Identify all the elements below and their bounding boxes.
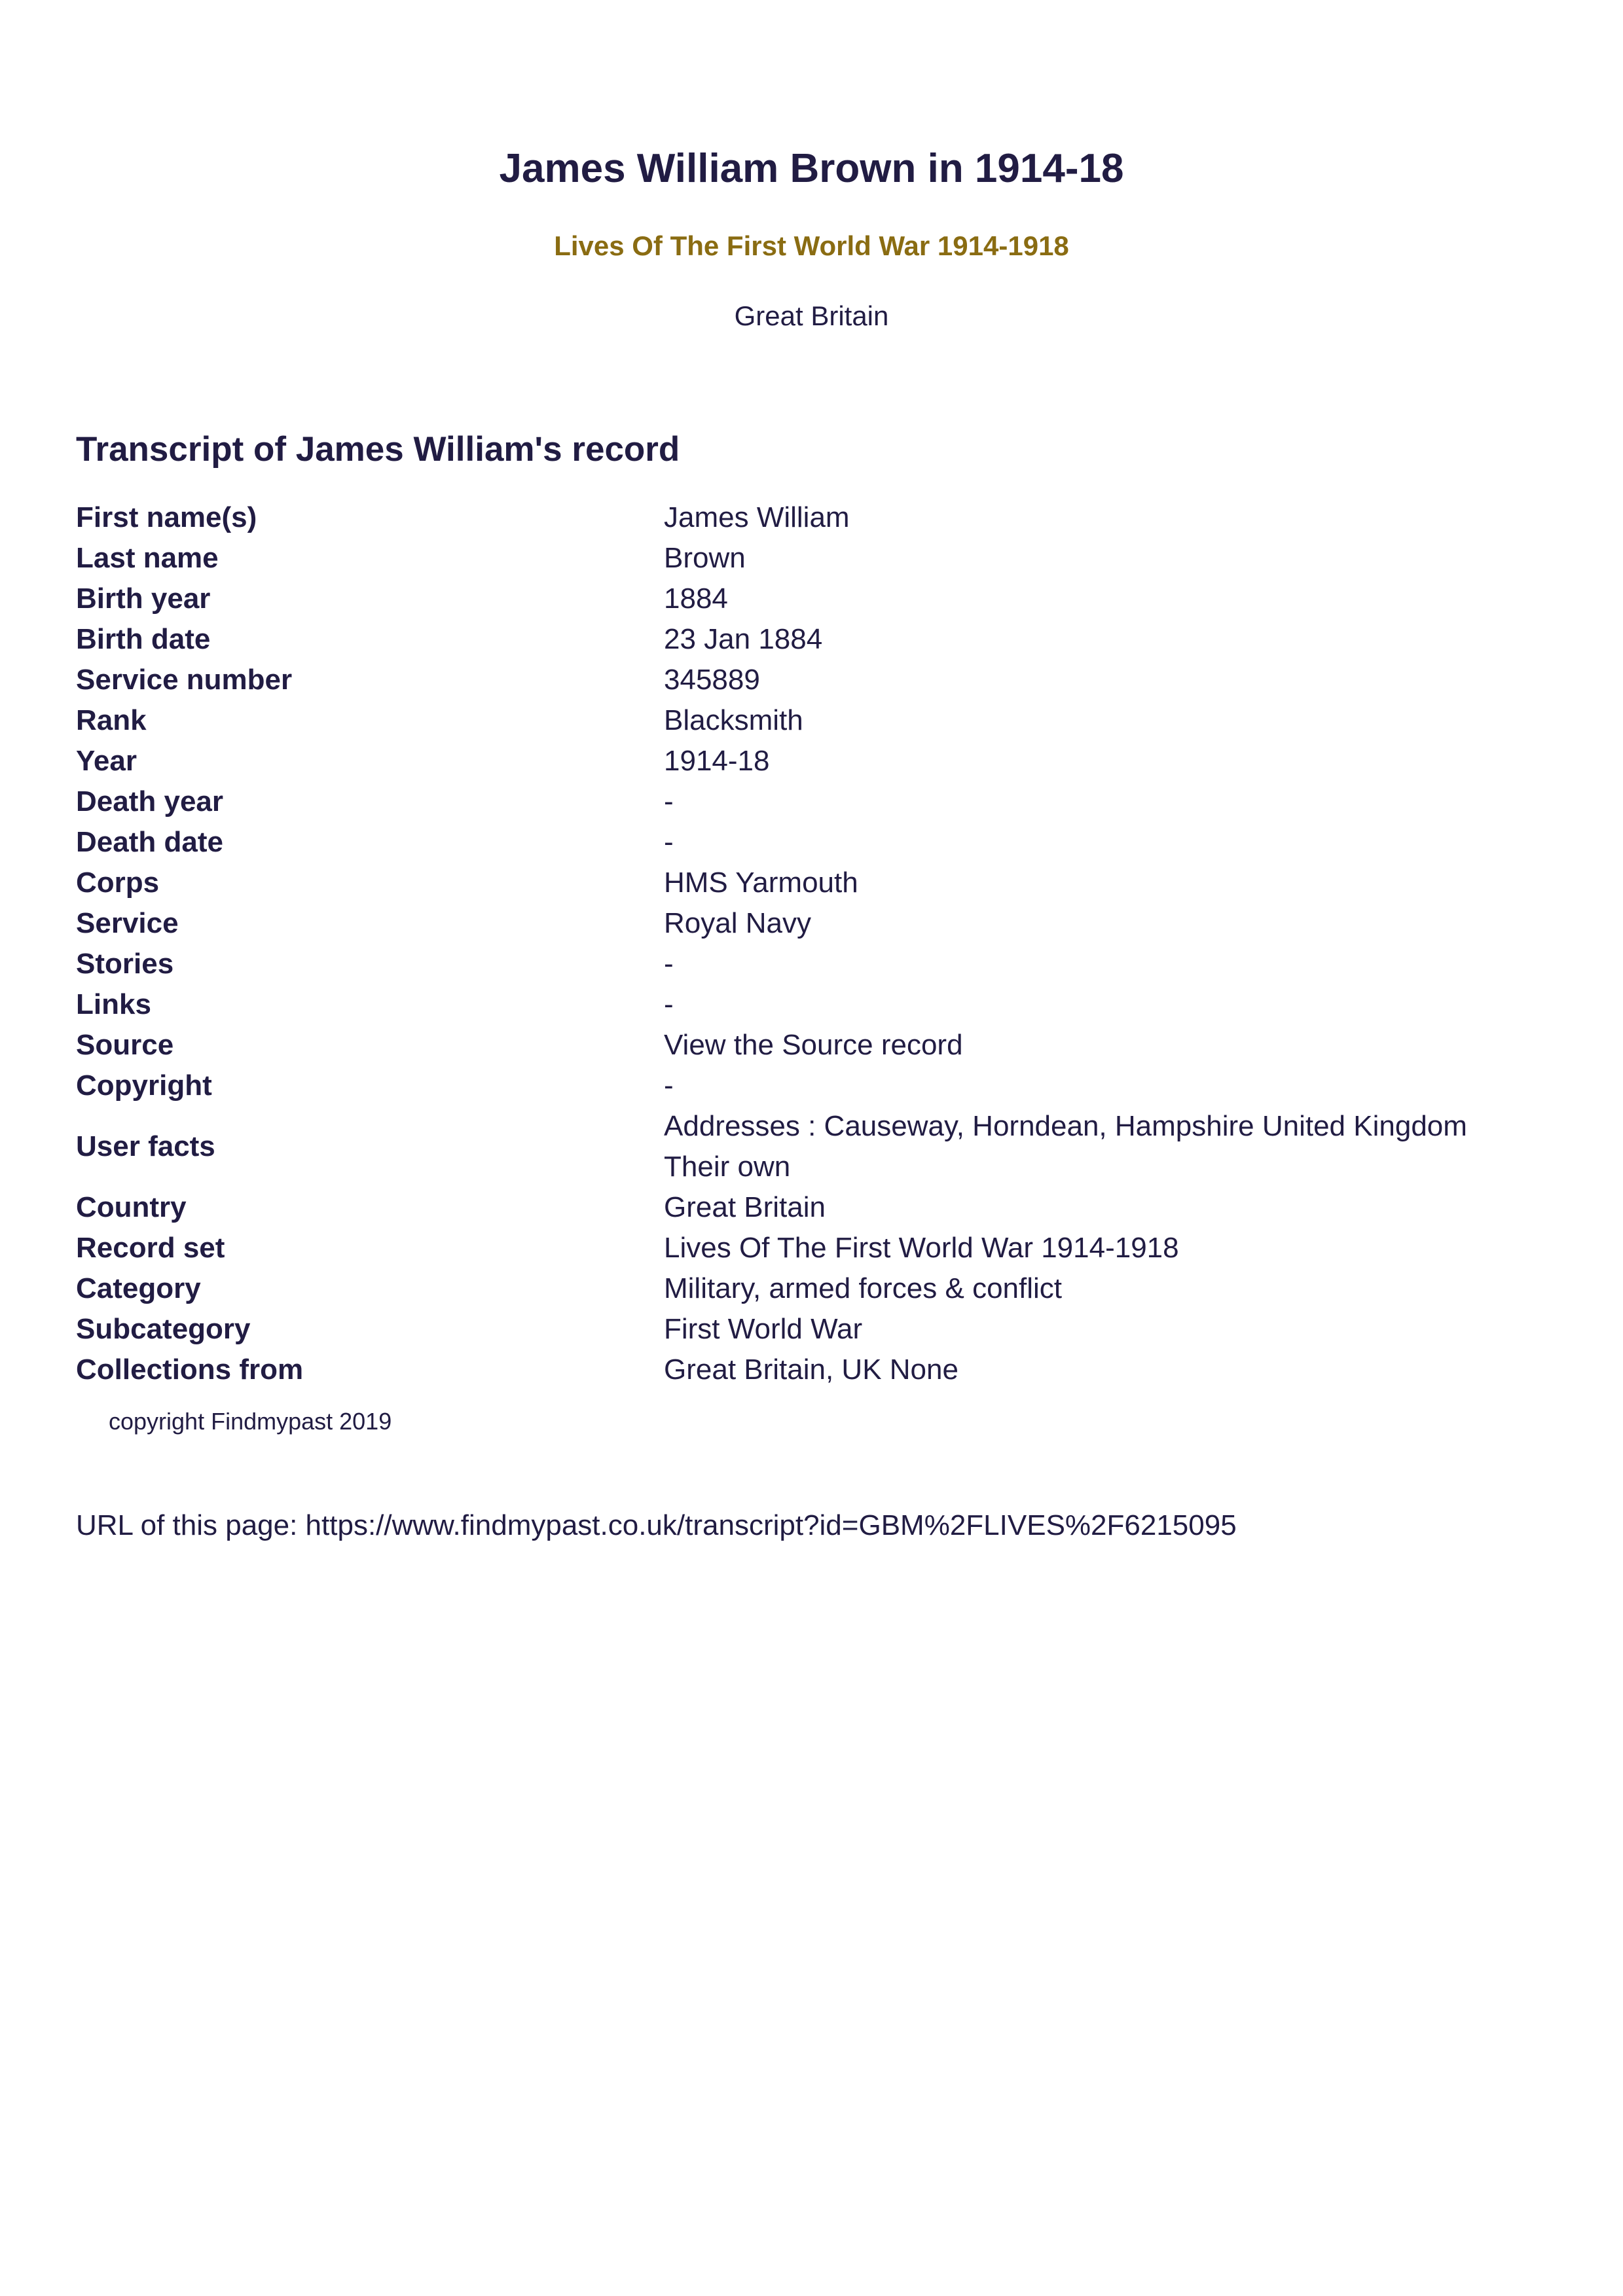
row-first-names xyxy=(76,497,1542,538)
copyright-notice: copyright Findmypast 2019 xyxy=(109,1408,392,1435)
row-collections-from xyxy=(76,1350,1542,1390)
row-links xyxy=(76,984,1542,1025)
source-record-link[interactable]: View the Source record xyxy=(664,1029,963,1061)
row-label: Country xyxy=(76,1191,187,1223)
page-title: James William Brown in 1914-18 xyxy=(499,146,1124,191)
user-facts-address: Addresses : Causeway, Horndean, Hampshire United Kingdom xyxy=(664,1110,1467,1142)
row-value xyxy=(664,1106,1542,1187)
row-label: Copyright xyxy=(76,1069,212,1102)
row-value: 23 Jan 1884 xyxy=(664,623,823,655)
row-death-year xyxy=(76,781,1542,822)
row-copyright xyxy=(76,1066,1542,1106)
row-service-number xyxy=(76,660,1542,700)
row-last-name xyxy=(76,538,1542,579)
row-value: First World War xyxy=(664,1313,863,1345)
row-value: Military, armed forces & conflict xyxy=(664,1272,1063,1304)
row-value: Great Britain, UK None xyxy=(664,1354,958,1386)
row-value: 1914-18 xyxy=(664,745,770,777)
transcript-table xyxy=(76,497,1542,1390)
row-label: Birth year xyxy=(76,583,211,615)
row-label: Service xyxy=(76,907,179,939)
row-label: Category xyxy=(76,1272,201,1304)
row-year xyxy=(76,741,1542,781)
record-set-subtitle: Lives Of The First World War 1914-1918 xyxy=(554,230,1069,261)
row-label: Collections from xyxy=(76,1354,304,1386)
row-value: - xyxy=(664,826,674,858)
row-birth-year xyxy=(76,579,1542,619)
row-corps xyxy=(76,863,1542,903)
page-url: URL of this page: https://www.findmypast.co.uk/transcript?id=GBM%2FLIVES%2F6215095 xyxy=(76,1509,1237,1541)
row-value: Royal Navy xyxy=(664,907,811,939)
row-value: 345889 xyxy=(664,664,760,696)
row-value: - xyxy=(664,785,674,817)
row-value: Lives Of The First World War 1914-1918 xyxy=(664,1232,1179,1264)
row-label: Record set xyxy=(76,1232,225,1264)
row-value: Great Britain xyxy=(664,1191,826,1223)
row-label: Stories xyxy=(76,948,174,980)
row-value: - xyxy=(664,1069,674,1102)
row-value: HMS Yarmouth xyxy=(664,867,858,899)
row-label: Subcategory xyxy=(76,1313,251,1345)
row-label: Corps xyxy=(76,867,160,899)
row-value: - xyxy=(664,988,674,1020)
row-label: Links xyxy=(76,988,151,1020)
row-label: Last name xyxy=(76,542,219,574)
row-label: Birth date xyxy=(76,623,211,655)
row-death-date xyxy=(76,822,1542,863)
row-source xyxy=(76,1025,1542,1066)
row-label: First name(s) xyxy=(76,501,257,533)
row-label: Service number xyxy=(76,664,293,696)
row-value: James William xyxy=(664,501,850,533)
row-label: Rank xyxy=(76,704,147,736)
row-service xyxy=(76,903,1542,944)
row-rank xyxy=(76,700,1542,741)
row-country xyxy=(76,1187,1542,1228)
row-birth-date xyxy=(76,619,1542,660)
row-label: Death date xyxy=(76,826,223,858)
row-value: Blacksmith xyxy=(664,704,803,736)
row-value: - xyxy=(664,948,674,980)
row-record-set xyxy=(76,1228,1542,1268)
row-label: Death year xyxy=(76,785,224,817)
user-facts-owner: Their own xyxy=(664,1151,791,1183)
row-label: Year xyxy=(76,745,137,777)
row-subcategory xyxy=(76,1309,1542,1350)
transcript-heading: Transcript of James William's record xyxy=(76,430,680,469)
row-label: Source xyxy=(76,1029,174,1061)
row-category xyxy=(76,1268,1542,1309)
row-label: User facts xyxy=(76,1130,215,1162)
row-value: Brown xyxy=(664,542,746,574)
row-stories xyxy=(76,944,1542,984)
row-value: 1884 xyxy=(664,583,728,615)
country-line: Great Britain xyxy=(734,300,889,331)
row-user-facts xyxy=(76,1106,1542,1187)
